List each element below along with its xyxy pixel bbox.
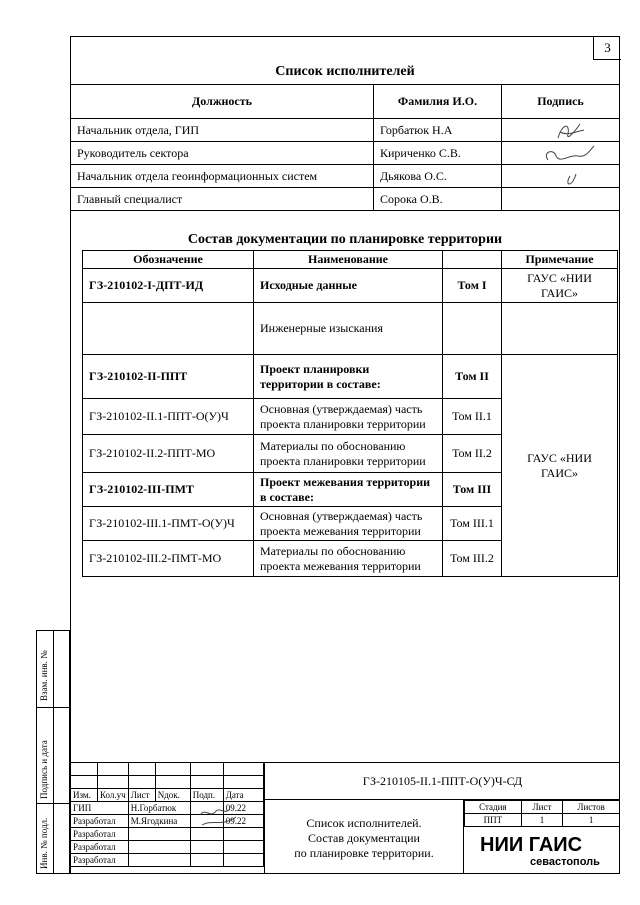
cell-volume: Том II.1 <box>443 399 502 435</box>
cell-position: Начальник отдела, ГИП <box>71 119 374 142</box>
table-row <box>83 355 618 399</box>
doc-title <box>264 800 464 874</box>
cell-title: Исходные данные <box>254 269 443 303</box>
executors-title: Список исполнителей <box>275 64 415 79</box>
cell-name: Дьякова О.С. <box>374 165 502 188</box>
stamp-date: 09.22 <box>223 802 263 815</box>
cell-title: Проект межевания территории в составе: <box>254 473 443 507</box>
col-code: Обозначение <box>83 251 254 269</box>
page-number: 3 <box>593 36 621 60</box>
col-note: Примечание <box>502 251 618 269</box>
sheets-label: Листов <box>563 801 620 814</box>
strip-divider <box>37 707 69 708</box>
stamp-col-kol: Кол.уч <box>98 789 129 802</box>
cell-code: ГЗ-210102-II.2-ППТ-МО <box>83 435 254 473</box>
stamp-date: 09.22 <box>223 815 263 828</box>
cell-title: Инженерные изыскания <box>254 303 443 355</box>
cell-note: ГАУС «НИИ ГАИС» <box>502 355 618 577</box>
docs-title: Состав документации по планировке территории <box>187 232 503 247</box>
cell-name: Сорока О.В. <box>374 188 502 211</box>
sheets-value: 1 <box>563 814 620 827</box>
cell-title: Материалы по обоснованию проекта планировки территории <box>254 435 443 473</box>
cell-code: ГЗ-210102-III.2-ПМТ-МО <box>83 541 254 577</box>
stamp-col-ndok: Nдок. <box>155 789 190 802</box>
sheet-label: Лист <box>521 801 563 814</box>
cell-position: Руководитель сектора <box>71 142 374 165</box>
cell-code <box>83 303 254 355</box>
cell-position: Главный специалист <box>71 188 374 211</box>
org-city: севастополь <box>530 856 600 868</box>
stage-label: Стадия <box>465 801 522 814</box>
doc-title-line: Список исполнителей. <box>306 816 422 830</box>
table-row <box>83 269 618 303</box>
table-row <box>71 119 620 142</box>
cell-name: Кириченко С.В. <box>374 142 502 165</box>
cell-note: ГАУС «НИИ ГАИС» <box>502 269 618 303</box>
stamp-role: Разработал <box>71 841 129 854</box>
sheet-value: 1 <box>521 814 563 827</box>
stamp-col-podp: Подп. <box>190 789 223 802</box>
col-signature: Подпись <box>502 85 620 119</box>
executors-table <box>70 84 620 211</box>
stamp-col-date: Дата <box>223 789 263 802</box>
stage-table <box>464 800 620 827</box>
cell-volume: Том II.2 <box>443 435 502 473</box>
cell-title: Материалы по обоснованию проекта межевания территории <box>254 541 443 577</box>
side-strip <box>36 630 70 874</box>
cell-name: Горбатюк Н.А <box>374 119 502 142</box>
stamp-role: Разработал <box>71 854 129 867</box>
stamp-name: Н.Горбатюк <box>128 802 190 815</box>
cell-volume: Том I <box>443 269 502 303</box>
label-podp: Подпись и дата <box>39 740 49 799</box>
strip-divider <box>53 631 54 873</box>
cell-volume <box>443 303 502 355</box>
label-inv: Инв. № подл. <box>39 817 49 869</box>
cell-code: ГЗ-210102-III.1-ПМТ-О(У)Ч <box>83 507 254 541</box>
label-vzam: Взам. инв. № <box>39 650 49 701</box>
stamp-col-izm: Изм. <box>71 789 98 802</box>
stamp-col-list: Лист <box>128 789 155 802</box>
col-position: Должность <box>71 85 374 119</box>
cell-position: Начальник отдела геоинформационных систем <box>71 165 374 188</box>
cell-volume: Том III.1 <box>443 507 502 541</box>
cell-title: Проект планировки территории в составе: <box>254 355 443 399</box>
stamp-signatures <box>196 805 256 829</box>
col-volume <box>443 251 502 269</box>
cell-volume: Том II <box>443 355 502 399</box>
col-title: Наименование <box>254 251 443 269</box>
stamp-role: Разработал <box>71 828 129 841</box>
strip-divider <box>37 803 69 804</box>
cell-volume: Том III.2 <box>443 541 502 577</box>
table-row <box>83 303 618 355</box>
stamp-role: Разработал <box>71 815 129 828</box>
doc-code: ГЗ-210105-II.1-ППТ-О(У)Ч-СД <box>264 762 620 800</box>
table-row <box>71 165 620 188</box>
stamp-role: ГИП <box>71 802 129 815</box>
docs-table <box>82 250 618 577</box>
cell-code: ГЗ-210102-II.1-ППТ-О(У)Ч <box>83 399 254 435</box>
cell-title: Основная (утверждаемая) часть проекта межевания территории <box>254 507 443 541</box>
stage-value: ППТ <box>465 814 522 827</box>
cell-code: ГЗ-210102-II-ППТ <box>83 355 254 399</box>
cell-volume: Том III <box>443 473 502 507</box>
cell-code: ГЗ-210102-I-ДПТ-ИД <box>83 269 254 303</box>
doc-title-line: по планировке территории. <box>294 846 434 860</box>
handwritten-signatures <box>540 116 600 196</box>
table-row <box>71 142 620 165</box>
col-name: Фамилия И.О. <box>374 85 502 119</box>
doc-title-line: Состав документации <box>308 831 420 845</box>
cell-code: ГЗ-210102-III-ПМТ <box>83 473 254 507</box>
stamp-name: М.Ягодкина <box>128 815 190 828</box>
org-logo: НИИ ГАИС <box>480 834 583 856</box>
table-row <box>71 188 620 211</box>
cell-note <box>502 303 618 355</box>
cell-title: Основная (утверждаемая) часть проекта планировки территории <box>254 399 443 435</box>
